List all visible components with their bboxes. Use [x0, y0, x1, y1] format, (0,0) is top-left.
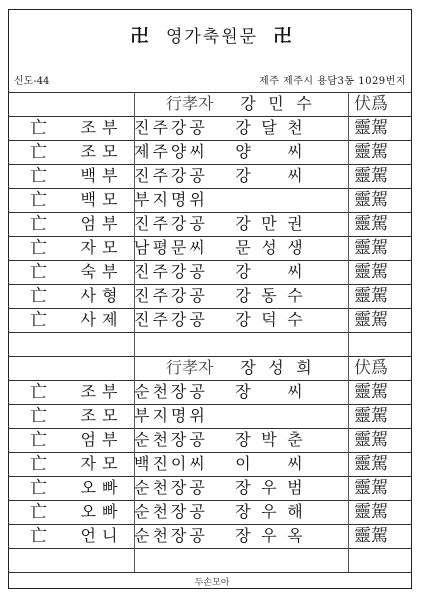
memorial-row	[8, 308, 412, 332]
death-mark: 亡	[30, 238, 47, 258]
name-char: 씨	[287, 454, 303, 473]
death-mark: 亡	[30, 526, 47, 546]
deceased-name	[230, 308, 308, 332]
memorial-row	[8, 452, 412, 476]
deceased-name	[230, 164, 308, 188]
filial-person-name	[234, 92, 318, 116]
header-suffix: 伏爲	[354, 94, 388, 114]
filial-label: 行孝자	[166, 94, 214, 113]
clan-origin: 진주강공	[134, 262, 208, 281]
row-suffix: 靈駕	[354, 142, 388, 162]
relation: 백모	[80, 190, 124, 209]
filial-person-name	[234, 356, 318, 380]
row-suffix: 靈駕	[354, 478, 388, 498]
memorial-row	[8, 476, 412, 500]
death-mark: 亡	[30, 406, 47, 426]
relation: 자모	[80, 238, 124, 257]
death-mark: 亡	[30, 286, 47, 306]
row-suffix: 靈駕	[354, 214, 388, 234]
name-char: 박	[261, 430, 277, 449]
clan-origin: 제주양씨	[134, 142, 208, 161]
row-divider	[8, 548, 412, 549]
relation: 백부	[80, 166, 124, 185]
relation: 엄부	[80, 430, 124, 449]
relation: 언니	[80, 526, 124, 545]
clan-origin: 진주강공	[134, 166, 208, 185]
filial-label: 行孝자	[166, 358, 214, 377]
clan-origin: 진주강공	[134, 118, 208, 137]
memorial-row	[8, 500, 412, 524]
name-char: 이	[235, 454, 251, 473]
death-mark: 亡	[30, 502, 47, 522]
row-divider	[8, 332, 412, 333]
deceased-name	[230, 236, 308, 260]
death-mark: 亡	[30, 214, 47, 234]
row-suffix: 靈駕	[354, 430, 388, 450]
name-char: 장	[235, 382, 251, 401]
deceased-name	[230, 428, 308, 452]
relation: 조모	[80, 142, 124, 161]
name-char: 성	[261, 238, 277, 257]
name-char: 수	[287, 310, 303, 329]
name-char: 강	[235, 214, 251, 233]
row-suffix: 靈駕	[354, 406, 388, 426]
deceased-name	[230, 260, 308, 284]
death-mark: 亡	[30, 190, 47, 210]
relation: 조모	[80, 406, 124, 425]
relation: 사제	[80, 310, 124, 329]
relation: 자모	[80, 454, 124, 473]
memorial-row	[8, 212, 412, 236]
name-char: 덕	[261, 310, 277, 329]
document-title	[0, 22, 424, 48]
death-mark: 亡	[30, 166, 47, 186]
header-suffix: 伏爲	[354, 358, 388, 378]
name-char: 씨	[287, 166, 303, 185]
relation: 오빠	[80, 502, 124, 521]
name-char: 장	[235, 478, 251, 497]
name-char: 천	[287, 118, 303, 137]
death-mark: 亡	[30, 310, 47, 330]
clan-origin: 순천장공	[134, 478, 208, 497]
name-char: 우	[261, 502, 277, 521]
memorial-row	[8, 260, 412, 284]
row-suffix: 靈駕	[354, 190, 388, 210]
name-char: 강	[235, 310, 251, 329]
name-char: 옥	[287, 526, 303, 545]
relation: 엄부	[80, 214, 124, 233]
deceased-name	[230, 404, 308, 428]
deceased-name	[230, 500, 308, 524]
name-char: 장	[235, 526, 251, 545]
death-mark: 亡	[30, 454, 47, 474]
clan-origin: 남평문씨	[134, 238, 208, 257]
row-suffix: 靈駕	[354, 382, 388, 402]
name-char: 수	[287, 286, 303, 305]
memorial-row	[8, 404, 412, 428]
group-header-row	[8, 356, 412, 380]
name-char: 우	[261, 478, 277, 497]
name-char: 수	[296, 94, 312, 113]
name-char: 범	[287, 478, 303, 497]
relation: 오빠	[80, 478, 124, 497]
name-char: 달	[261, 118, 277, 137]
name-char: 민	[268, 94, 284, 113]
name-char: 양	[235, 142, 251, 161]
name-char: 강	[235, 118, 251, 137]
deceased-name	[230, 284, 308, 308]
row-divider	[8, 572, 412, 573]
clan-origin: 순천장공	[134, 526, 208, 545]
clan-origin: 진주강공	[134, 310, 208, 329]
manja-symbol-right: 卍	[273, 26, 294, 47]
death-mark: 亡	[30, 430, 47, 450]
name-char: 강	[235, 262, 251, 281]
relation: 조부	[80, 382, 124, 401]
name-char: 씨	[287, 262, 303, 281]
memorial-row	[8, 188, 412, 212]
memorial-row	[8, 524, 412, 548]
row-suffix: 靈駕	[354, 238, 388, 258]
death-mark: 亡	[30, 142, 47, 162]
deceased-name	[230, 116, 308, 140]
death-mark: 亡	[30, 262, 47, 282]
name-char: 씨	[287, 382, 303, 401]
clan-origin: 순천장공	[134, 430, 208, 449]
deceased-name	[230, 476, 308, 500]
death-mark: 亡	[30, 478, 47, 498]
memorial-row	[8, 164, 412, 188]
clan-origin: 순천장공	[134, 382, 208, 401]
death-mark: 亡	[30, 382, 47, 402]
row-suffix: 靈駕	[354, 262, 388, 282]
name-char: 춘	[287, 430, 303, 449]
name-char: 동	[261, 286, 277, 305]
name-char: 생	[287, 238, 303, 257]
name-char: 권	[287, 214, 303, 233]
memorial-row	[8, 140, 412, 164]
clan-origin: 진주강공	[134, 286, 208, 305]
clan-origin: 백진이씨	[134, 454, 208, 473]
name-char: 강	[240, 94, 256, 113]
name-char: 만	[261, 214, 277, 233]
manja-symbol-left: 卍	[130, 26, 151, 47]
memorial-row	[8, 116, 412, 140]
clan-origin: 부지명위	[134, 190, 208, 209]
name-char: 강	[235, 166, 251, 185]
name-char: 우	[261, 526, 277, 545]
deceased-name	[230, 380, 308, 404]
name-char: 해	[287, 502, 303, 521]
row-suffix: 靈駕	[354, 118, 388, 138]
memorial-row	[8, 380, 412, 404]
name-char: 강	[235, 286, 251, 305]
clan-origin: 진주강공	[134, 214, 208, 233]
column-divider-left	[134, 92, 135, 572]
relation: 숙부	[80, 262, 124, 281]
name-char: 성	[268, 358, 284, 377]
name-char: 문	[235, 238, 251, 257]
relation: 사형	[80, 286, 124, 305]
memorial-row	[8, 428, 412, 452]
memorial-row	[8, 284, 412, 308]
title-text: 영가축원문	[165, 27, 259, 47]
name-char: 씨	[287, 142, 303, 161]
deceased-name	[230, 188, 308, 212]
row-suffix: 靈駕	[354, 286, 388, 306]
column-divider-right	[348, 92, 349, 572]
row-suffix: 靈駕	[354, 526, 388, 546]
row-suffix: 靈駕	[354, 502, 388, 522]
death-mark: 亡	[30, 118, 47, 138]
address: 제주 제주시 용담3동 1029번지	[259, 76, 406, 87]
relation: 조부	[80, 118, 124, 137]
memorial-row	[8, 236, 412, 260]
name-char: 장	[240, 358, 256, 377]
row-suffix: 靈駕	[354, 310, 388, 330]
group-header-row	[8, 92, 412, 116]
row-suffix: 靈駕	[354, 454, 388, 474]
deceased-name	[230, 212, 308, 236]
name-char: 장	[235, 430, 251, 449]
deceased-name	[230, 524, 308, 548]
record-id: 신도-44	[14, 76, 50, 87]
footer-text: 두손모아	[194, 578, 230, 588]
deceased-name	[230, 140, 308, 164]
name-char: 장	[235, 502, 251, 521]
clan-origin: 부지명위	[134, 406, 208, 425]
name-char: 희	[296, 358, 312, 377]
deceased-name	[230, 452, 308, 476]
clan-origin: 순천장공	[134, 502, 208, 521]
row-suffix: 靈駕	[354, 166, 388, 186]
